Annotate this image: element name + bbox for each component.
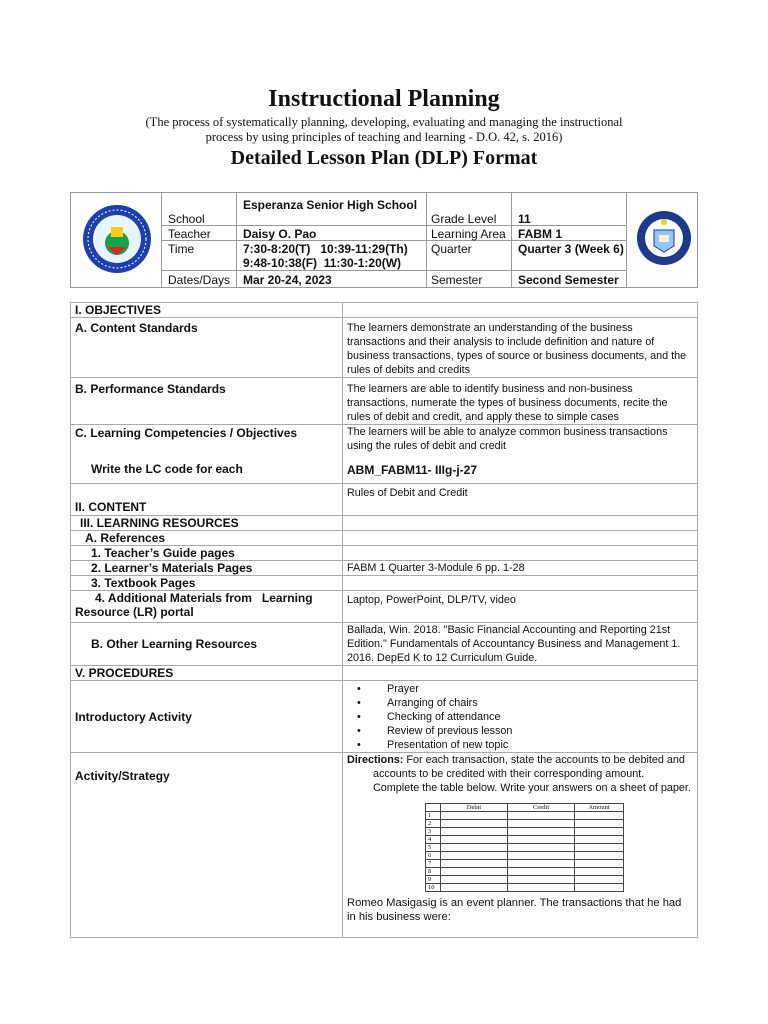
table-row [71, 623, 698, 666]
directions-label: Directions: [347, 754, 404, 766]
content-label: II. CONTENT [71, 484, 343, 516]
format-title: Detailed Lesson Plan (DLP) Format [230, 147, 538, 169]
answer-row: 7 [426, 860, 624, 868]
dates-label: Dates/Days [168, 273, 231, 287]
content-text: Rules of Debit and Credit [343, 484, 698, 516]
area-value: FABM 1 [518, 227, 563, 241]
content-standards-label: A. Content Standards [71, 318, 343, 378]
grade-value: 11 [518, 212, 531, 226]
quarter-value: Quarter 3 (Week 6) [518, 242, 624, 256]
table-row [71, 425, 698, 484]
table-row [71, 318, 698, 378]
procedures-label: V. PROCEDURES [71, 666, 343, 681]
time-value-2: 9:48-10:38(F) 11:30-1:20(W) [243, 256, 402, 270]
page-title: Instructional Planning [268, 86, 500, 112]
semester-label: Semester [431, 273, 483, 287]
lm-text: FABM 1 Quarter 3-Module 6 pp. 1-28 [343, 561, 698, 576]
additional-materials-label-2: Resource (LR) portal [75, 605, 194, 619]
answer-row: 1 [426, 812, 624, 820]
intro-activity-label: Introductory Activity [71, 681, 343, 753]
answer-row: 2 [426, 820, 624, 828]
table-row [71, 303, 698, 318]
tg-label: 1. Teacher’s Guide pages [71, 546, 343, 561]
answer-col-amount: Amount [575, 804, 624, 812]
answer-row: 9 [426, 876, 624, 884]
romeo-text: Romeo Masigasig is an event planner. The transactions that he had in his business were: [347, 897, 682, 923]
list-item: • Prayer [357, 683, 419, 695]
resources-label: III. LEARNING RESOURCES [71, 516, 343, 531]
performance-standards-text: The learners are able to identify business and non-business transactions, numerate the types of business documents, recite the rules of debit and credit, and apply these to simple cases [343, 378, 698, 425]
answer-row: 6 [426, 852, 624, 860]
school-value: Esperanza Senior High School [243, 198, 418, 212]
additional-materials-text: Laptop, PowerPoint, DLP/TV, video [343, 591, 698, 623]
school-logo [81, 203, 153, 275]
references-label: A. References [71, 531, 343, 546]
subtitle-line-1: (The process of systematically planning, developing, evaluating and managing the instructional [145, 115, 623, 129]
time-label: Time [168, 242, 195, 256]
other-resources-text: Ballada, Win. 2018. "Basic Financial Accounting and Reporting 21st Edition." Fundamentals of Accountancy Business and Management 1. 2016. DepEd K to 12 Curriculum Guide. [343, 623, 698, 666]
table-row [71, 546, 698, 561]
table-row [71, 378, 698, 425]
table-row [71, 753, 698, 938]
content-standards-text: The learners demonstrate an understanding of the business transactions and their analysis to include definition and nature of business transactions, types of source or business documents, and the rules of debits and credits [343, 318, 698, 378]
quarter-label: Quarter [431, 242, 472, 256]
lm-label: 2. Learner’s Materials Pages [71, 561, 343, 576]
table-row [71, 516, 698, 531]
lesson-plan-table [70, 302, 698, 938]
directions [347, 753, 693, 795]
objectives-heading: I. OBJECTIVES [71, 303, 343, 318]
list-item: • Presentation of new topic [357, 739, 509, 751]
list-item: • Arranging of chairs [357, 697, 478, 709]
subtitle-line-2: process by using principles of teaching and learning - D.O. 42, s. 2016) [205, 130, 563, 144]
teacher-value: Daisy O. Pao [243, 227, 317, 241]
table-row [71, 591, 698, 623]
lc-code-label: Write the LC code for each [91, 462, 243, 476]
table-row [71, 666, 698, 681]
answer-row: 4 [426, 836, 624, 844]
other-resources-label: B. Other Learning Resources [71, 623, 343, 666]
answer-table [425, 803, 624, 892]
answer-row: 3 [426, 828, 624, 836]
teacher-label: Teacher [168, 227, 211, 241]
page-subtitle [100, 115, 668, 145]
grade-label: Grade Level [431, 212, 497, 226]
table-row [71, 561, 698, 576]
school-info-header [70, 192, 698, 288]
answer-col-credit: Credit [508, 804, 575, 812]
lc-label: C. Learning Competencies / Objectives [75, 426, 298, 440]
activity-strategy-label: Activity/Strategy [71, 753, 343, 938]
answer-col-debit: Debit [441, 804, 508, 812]
table-row [71, 484, 698, 516]
time-value-1: 7:30-8:20(T) 10:39-11:29(Th) [243, 242, 408, 256]
performance-standards-label: B. Performance Standards [71, 378, 343, 425]
answer-row: 8 [426, 868, 624, 876]
area-label: Learning Area [431, 227, 506, 241]
lc-text: The learners will be able to analyze common business transactions using the rules of debit and credit [347, 426, 668, 452]
dates-value: Mar 20-24, 2023 [243, 273, 332, 287]
table-row [71, 576, 698, 591]
intro-activity-list [347, 682, 693, 752]
table-row [71, 531, 698, 546]
deped-logo [636, 202, 692, 274]
table-row [71, 681, 698, 753]
answer-row: 5 [426, 844, 624, 852]
lc-code: ABM_FABM11- IIIg-j-27 [347, 463, 478, 477]
school-label: School [168, 212, 205, 226]
list-item: • Checking of attendance [357, 711, 501, 723]
additional-materials-label-1: 4. Additional Materials from Learning [95, 591, 313, 605]
tb-label: 3. Textbook Pages [71, 576, 343, 591]
answer-row: 10 [426, 884, 624, 892]
directions-text: For each transaction, state the accounts to be debited and accounts to be credited with their corresponding amount. Complete the table below. Write your answers on a sheet of paper. [373, 754, 691, 794]
list-item: • Review of previous lesson [357, 725, 513, 737]
semester-value: Second Semester [518, 273, 619, 287]
